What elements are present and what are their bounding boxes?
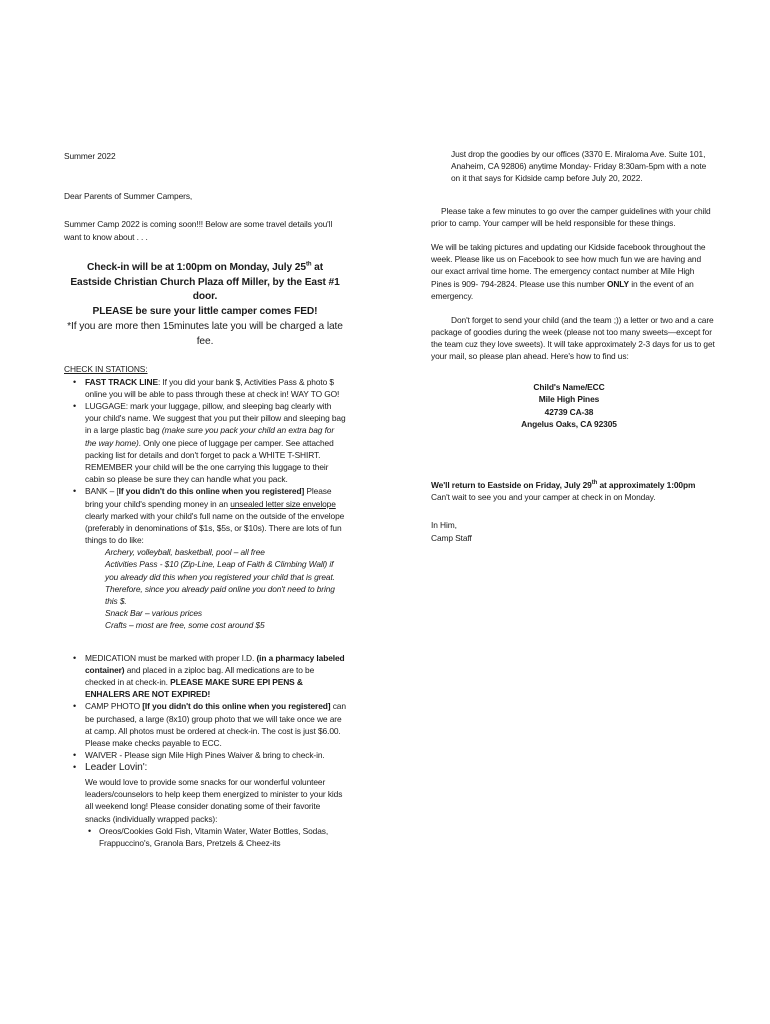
care-package-paragraph: Don't forget to send your child (and the team ;)) a letter or two and a care package of goodies during the week (please not too many sweets—except for the team cuz they love sweets). It will take approximately 2-3 days for us to get your mail, so please plan ahead. Here's how to find us: (431, 314, 715, 362)
leader-lovin-text: We would love to provide some snacks for our wonderful volunteer leaders/counselors to help keep them energized to minister to your kids all weekend long! Please consider donating some of their favorite snacks (individually wrapped packs): (85, 777, 343, 824)
checkin-line-1: Check-in will be at 1:00pm on Monday, July 25th at (87, 261, 323, 273)
station-fast-track: • FAST TRACK LINE: If you did your bank $, Activities Pass & photo $ online you will be able to pass through these at check in! WAY TO GO! (64, 376, 346, 400)
station-camp-photo: • CAMP PHOTO [If you didn't do this online when you registered] can be purchased, a large (8x10) group photo that we will take once we are at camp. All photos must be ordered at check-in. The cost is just $6.00. Please make checks payable to ECC. (64, 700, 346, 749)
snack-list (85, 825, 346, 849)
address-line: Angelus Oaks, CA 92305 (521, 419, 617, 430)
stations-list (64, 376, 346, 632)
left-column (64, 150, 346, 849)
closing: In Him, (431, 520, 457, 531)
checkin-line-3: PLEASE be sure your little camper comes FED! (92, 306, 318, 318)
snack-item: • Oreos/Cookies Gold Fish, Vitamin Water, Water Bottles, Sodas, Frappuccino's, Granola Bars, Pretzels & Cheez-its (85, 825, 346, 849)
address-line: Mile High Pines (538, 394, 600, 405)
station-bank: • BANK – [If you didn't do this online when you registered] Please bring your child's spending money in an unsealed letter size envelope clearly marked with your child's full name on the outside of the envelope (preferably in denominations of $1s, $5s, or $10s). There are lots of fun things to do like: Archery, volleyball, basketball, pool – all free Activities Pass - $10 (Zip-Line, Leap of Faith & Climbing Wall) if you already did this when you registered your child that is great. Therefore, since you already paid online you don't need to bring this $. Snack Bar – various prices Crafts – most are free, some cost around $5 (64, 485, 346, 631)
camp-address (431, 381, 715, 431)
right-column (431, 148, 715, 544)
bank-activity-list (85, 546, 346, 631)
station-leader-lovin: • Leader Lovin': We would love to provide some snacks for our wonderful volunteer leaders/counselors to help keep them energized to minister to your kids all weekend long! Please consider donating some of their favorite snacks (individually wrapped packs): • Oreos/Cookies Gold Fish, Vitamin Water, Water Bottles, Sodas, Frappuccino's, Granola Bars, Pretzels & Cheez-its (64, 761, 346, 849)
station-luggage: • LUGGAGE: mark your luggage, pillow, and sleeping bag clearly with your child's name. We suggest that you put their pillow and sleeping bag in a large plastic bag (make sure you pack your child an extra bag for the way home). Only one piece of luggage per camper. See attached packing list for details and don't forget to pack a WHITE T-SHIRT. REMEMBER your child will be the one carrying this luggage to their cabin so please be sure they can handle what you pack. (64, 400, 346, 485)
checkin-notice (64, 261, 346, 350)
address-line: 42739 CA-38 (544, 406, 594, 417)
station-medication: • MEDICATION must be marked with proper I.D. (in a pharmacy labeled container) and placed in a ziploc bag. All medications are to be checked in at check-in. PLEASE MAKE SURE EPI PENS & ENHALERS ARE NOT EXPIRED! (64, 652, 346, 701)
activity-item: Activities Pass - $10 (Zip-Line, Leap of Faith & Climbing Wall) if you already did this when you registered your child that is great. Therefore, since you already paid online you don't need to bring this $. (105, 559, 335, 606)
stations-list-continued (64, 652, 346, 850)
return-paragraph: We'll return to Eastside on Friday, July 29th at approximately 1:00pm Can't wait to see you and your camper at check in on Monday. (431, 480, 696, 503)
activity-item: Crafts – most are free, some cost around $5 (105, 620, 265, 631)
letter-date: Summer 2022 (64, 151, 116, 161)
late-fee-note: *If you are more then 15minutes late you will be charged a late fee. (67, 320, 343, 347)
dropoff-paragraph: Just drop the goodies by our offices (3370 E. Miraloma Ave. Suite 101, Anaheim, CA 92806) anytime Monday- Friday 8:30am-5pm with a note on it that says for Kidside camp before July 20, 2022. (451, 149, 707, 184)
activity-item: Archery, volleyball, basketball, pool – all free (105, 547, 265, 558)
guidelines-paragraph: Please take a few minutes to go over the camper guidelines with your child prior to camp. Your camper will be held responsible for these things. (431, 205, 711, 228)
signature: Camp Staff (431, 532, 472, 543)
salutation: Dear Parents of Summer Campers, (64, 191, 193, 202)
stations-heading: CHECK IN STATIONS: (64, 364, 148, 375)
station-waiver: • WAIVER - Please sign Mile High Pines Waiver & bring to check-in. (64, 749, 346, 761)
checkin-line-2: Eastside Christian Church Plaza off Miller, by the East #1 door. (70, 276, 340, 303)
intro-paragraph: Summer Camp 2022 is coming soon!!! Below are some travel details you'll want to know about . . . (64, 219, 333, 242)
pictures-paragraph: We will be taking pictures and updating our Kidside facebook throughout the week. Please like us on Facebook to see how much fun we are having and our exact arrival time home. The emergency contact number at Mile High Pines is 909- 794-2824. Please use this number ONLY in the event of an emergency. (431, 241, 706, 301)
activity-item: Snack Bar – various prices (105, 608, 203, 619)
address-line: Child's Name/ECC (533, 381, 605, 392)
